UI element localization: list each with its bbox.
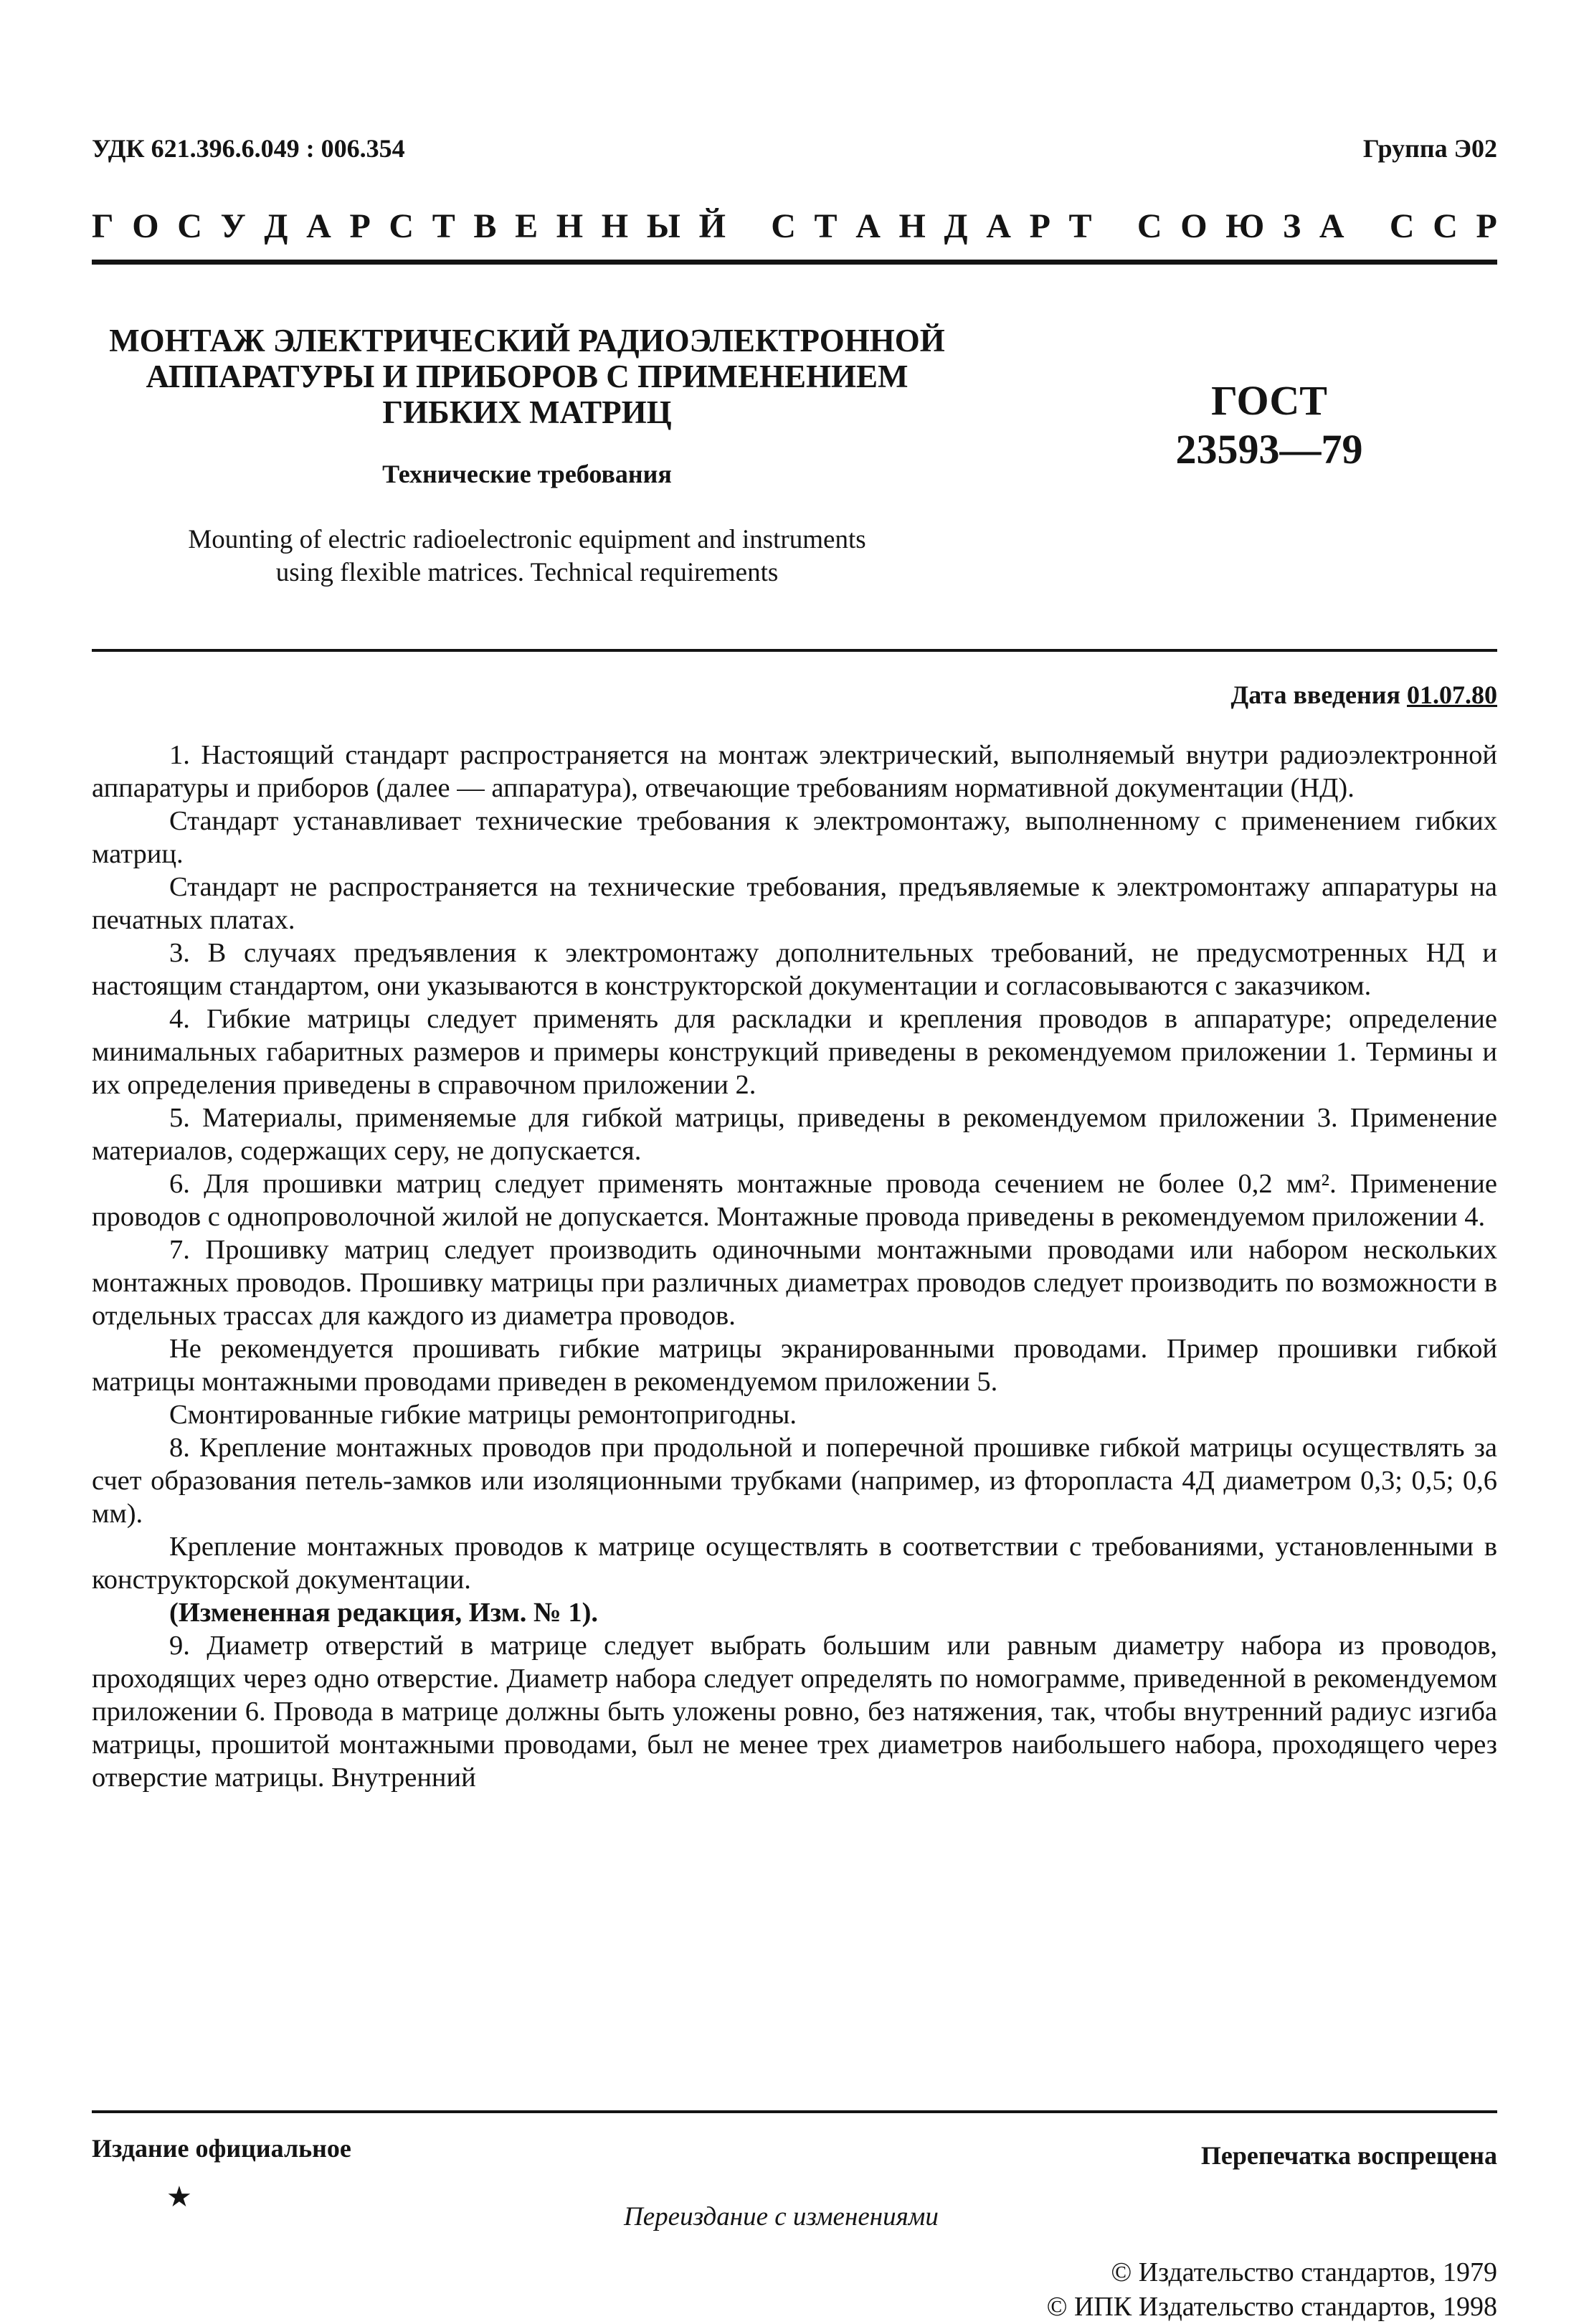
heading-letter: С bbox=[177, 207, 202, 245]
amendment-note: (Измененная редакция, Изм. № 1). bbox=[169, 1598, 599, 1628]
paragraph: 5. Материалы, применяемые для гибкой матрицы, приведены в рекомендуемом приложении 3. Применение материалов, содержащих серу, не допускается. bbox=[92, 1103, 1497, 1166]
paragraph: Смонтированные гибкие матрицы ремонтопригодны. bbox=[169, 1400, 797, 1430]
title-rule bbox=[92, 649, 1497, 652]
udk-code: УДК 621.396.6.049 : 006.354 bbox=[92, 134, 405, 163]
heading-letter: А bbox=[986, 207, 1011, 245]
heading-letter: Й bbox=[698, 207, 726, 245]
english-title bbox=[108, 523, 947, 589]
heading-letter: С bbox=[1389, 207, 1415, 245]
paragraph: Крепление монтажных проводов к матрице осуществлять в соответствии с требованиями, установленными в конструкторской документации. bbox=[92, 1532, 1497, 1595]
gost-designation bbox=[1126, 376, 1413, 474]
gost-number: 23593—79 bbox=[1175, 426, 1363, 473]
heading-letter bbox=[744, 207, 753, 246]
footer-rule bbox=[92, 2110, 1497, 2113]
heading-letter bbox=[1110, 207, 1119, 246]
title-line-1: МОНТАЖ ЭЛЕКТРИЧЕСКИЙ РАДИОЭЛЕКТРОННОЙ bbox=[109, 323, 945, 359]
paragraph: 8. Крепление монтажных проводов при продольной и поперечной прошивке гибкой матрицы осуществлять за счет образования петель-замков или изоляционными трубками (например, из фторопласта 4Д диаметром 0,3; 0,5; 0,6 мм). bbox=[92, 1433, 1497, 1529]
heading-letter: Е bbox=[515, 207, 539, 245]
copyright bbox=[1047, 2255, 1497, 2324]
heading-letter: Р bbox=[1476, 207, 1497, 245]
heading-letter: Ю bbox=[1225, 207, 1265, 245]
star-icon: ★ bbox=[166, 2181, 192, 2213]
english-title-line-2: using flexible matrices. Technical requirements bbox=[275, 558, 779, 587]
title-line-3: ГИБКИХ МАТРИЦ bbox=[382, 394, 672, 430]
heading-letter: Т bbox=[1068, 207, 1092, 245]
heading-letter: Р bbox=[349, 207, 371, 245]
paragraph: Стандарт не распространяется на технические требования, предъявляемые к электромонтажу аппаратуры на печатных платах. bbox=[92, 872, 1497, 935]
heading-letter: Н bbox=[556, 207, 584, 245]
copyright-line-1: © Издательство стандартов, 1979 bbox=[1111, 2257, 1497, 2287]
date-label: Дата введения bbox=[1230, 680, 1407, 709]
date-value: 01.07.80 bbox=[1407, 680, 1497, 709]
paragraph: Стандарт устанавливает технические требования к электромонтажу, выполненному с применением гибких матриц. bbox=[92, 806, 1497, 869]
reprint-prohibited: Перепечатка воспрещена bbox=[1200, 2141, 1497, 2170]
paragraph: 6. Для прошивки матриц следует применять монтажные провода сечением не более 0,2 мм². Применение проводов с однопроволочной жилой не допускается. Монтажные провода приведены в рекомендуемом приложении 4. bbox=[92, 1169, 1497, 1232]
heading-letter: С bbox=[771, 207, 796, 245]
heading-letter bbox=[1362, 207, 1371, 246]
heading-letter: У bbox=[220, 207, 246, 245]
heading-letter: В bbox=[473, 207, 497, 245]
reissue-note: Переиздание с изменениями bbox=[624, 2202, 939, 2231]
heading-letter: А bbox=[306, 207, 331, 245]
heading-letter: Т bbox=[814, 207, 838, 245]
document-subtitle: Технические требования bbox=[382, 460, 672, 488]
heading-letter: Н bbox=[601, 207, 629, 245]
introduction-date bbox=[1231, 680, 1498, 710]
heading-letter: О bbox=[132, 207, 159, 245]
heading-letter: А bbox=[855, 207, 881, 245]
header-rule bbox=[92, 260, 1497, 265]
english-title-line-1: Mounting of electric radioelectronic equipment and instruments bbox=[188, 525, 866, 554]
heading-letter: Ы bbox=[646, 207, 680, 245]
group-code: Группа Э02 bbox=[1362, 134, 1497, 163]
document-body bbox=[92, 739, 1497, 1794]
heading-letter: Н bbox=[898, 207, 926, 245]
heading-letter: А bbox=[1319, 207, 1344, 245]
title-line-2: АППАРАТУРЫ И ПРИБОРОВ С ПРИМЕНЕНИЕМ bbox=[146, 359, 909, 394]
paragraph: 4. Гибкие матрицы следует применять для раскладки и крепления проводов в аппаратуре; определение минимальных габаритных размеров и примеры конструкций приведены в рекомендуемом приложении 1. Термины и их определения приведены в справочном приложении 2. bbox=[92, 1004, 1497, 1100]
gost-label: ГОСТ bbox=[1211, 377, 1327, 424]
official-edition: Издание официальное bbox=[92, 2134, 351, 2163]
paragraph: 9. Диаметр отверстий в матрице следует выбрать большим или равным диаметру набора из проводов, проходящих через одно отверстие. Диаметр набора следует определять по номограмме, приведенной в рекомендуемом приложении 6. Провода в матрице должны быть уложены ровно, без натяжения, так, чтобы внутренний радиус изгиба матрицы, прошитой монтажными проводами, был не менее трех диаметров наибольшего набора, проходящего через отверстие матрицы. Внутренний bbox=[92, 1631, 1497, 1793]
heading-letter: С bbox=[1433, 207, 1458, 245]
heading-letter: Д bbox=[944, 207, 968, 245]
document-title bbox=[108, 323, 947, 430]
copyright-line-2: © ИПК Издательство стандартов, 1998 bbox=[1046, 2292, 1497, 2322]
paragraph: Не рекомендуется прошивать гибкие матрицы экранированными проводами. Пример прошивки гибкой матрицы монтажными проводами приведен в рекомендуемом приложении 5. bbox=[92, 1334, 1497, 1397]
heading-letter: Р bbox=[1029, 207, 1050, 245]
paragraph: 7. Прошивку матриц следует производить одиночными монтажными проводами или набором нескольких монтажных проводов. Прошивку матрицы при различных диаметрах проводов следует производить по возможности в отдельных трассах для каждого из диаметра проводов. bbox=[92, 1235, 1497, 1331]
heading-letter: С bbox=[1137, 207, 1162, 245]
heading-letter: Д bbox=[264, 207, 288, 245]
paragraph: 1. Настоящий стандарт распространяется на монтаж электрический, выполняемый внутри радиоэлектронной аппаратуры и приборов (далее — аппаратура), отвечающие требованиям нормативной документации (НД). bbox=[92, 740, 1497, 803]
heading-letter: Г bbox=[92, 207, 114, 245]
state-standard-heading bbox=[92, 207, 1497, 246]
heading-letter: С bbox=[389, 207, 414, 245]
paragraph: 3. В случаях предъявления к электромонтажу дополнительных требований, не предусмотренных НД и настоящим стандартом, они указываются в конструкторской документации и согласовываются с заказчиком. bbox=[92, 938, 1497, 1001]
heading-letter: О bbox=[1180, 207, 1208, 245]
heading-letter: Т bbox=[432, 207, 455, 245]
heading-letter: З bbox=[1282, 207, 1301, 245]
